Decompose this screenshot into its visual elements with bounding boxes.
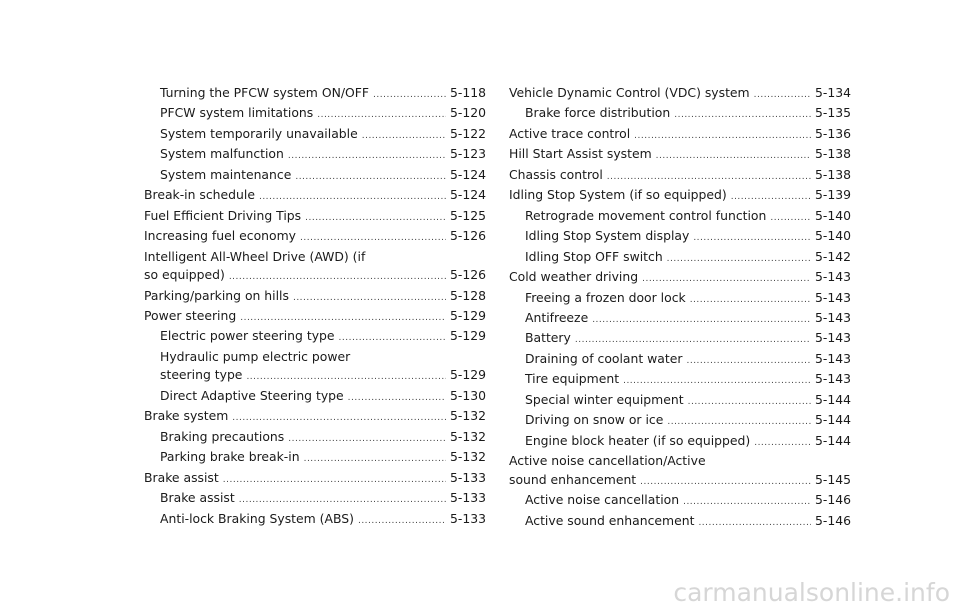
dot-leader <box>575 331 811 349</box>
toc-entry-title: Chassis control <box>509 166 603 182</box>
dot-leader <box>348 389 446 407</box>
toc-entry[interactable] <box>144 166 486 186</box>
toc-entry-page: 5-135 <box>814 105 851 121</box>
toc-entry-page: 5-144 <box>814 412 851 428</box>
toc-entry-title: steering type <box>160 367 243 383</box>
dot-leader <box>688 393 811 411</box>
toc-entry-page: 5-143 <box>814 371 851 387</box>
toc-entry-title: Idling Stop System display <box>525 228 690 244</box>
toc-entry-page: 5-140 <box>814 207 851 223</box>
toc-entry-page: 5-145 <box>814 471 851 487</box>
toc-entry-page: 5-136 <box>814 125 851 141</box>
toc-entry-title: Freeing a frozen door lock <box>525 289 686 305</box>
toc-entry[interactable] <box>144 510 486 530</box>
toc-entry-page: 5-133 <box>449 469 486 485</box>
toc-entry-page: 5-124 <box>449 187 486 203</box>
dot-leader <box>667 413 811 431</box>
toc-entry[interactable] <box>144 287 486 307</box>
dot-leader <box>362 127 446 145</box>
toc-entry-page: 5-146 <box>814 492 851 508</box>
toc-entry-page: 5-129 <box>449 307 486 323</box>
toc-entry[interactable] <box>144 407 486 427</box>
dot-leader <box>731 188 811 206</box>
toc-entry[interactable] <box>509 186 851 206</box>
toc-entry-page: 5-140 <box>814 228 851 244</box>
dot-leader <box>634 127 811 145</box>
toc-entry[interactable] <box>144 469 486 489</box>
toc-entry-page: 5-138 <box>814 166 851 182</box>
dot-leader <box>642 270 811 288</box>
toc-entry-title: Hill Start Assist system <box>509 146 652 162</box>
toc-entry-title: Break-in schedule <box>144 187 255 203</box>
toc-entry-page: 5-130 <box>449 387 486 403</box>
toc-entry[interactable] <box>144 387 486 407</box>
toc-entry[interactable] <box>509 309 851 329</box>
dot-leader <box>339 329 446 347</box>
dot-leader <box>690 291 811 309</box>
toc-entry[interactable] <box>144 428 486 448</box>
dot-leader <box>770 209 811 227</box>
toc-entry-title: Engine block heater (if so equipped) <box>525 432 751 448</box>
dot-leader <box>223 471 446 489</box>
toc-entry-page: 5-125 <box>449 207 486 223</box>
toc-entry[interactable] <box>509 391 851 411</box>
toc-entry[interactable] <box>144 489 486 509</box>
toc-entry[interactable] <box>144 125 486 145</box>
toc-entry-page: 5-146 <box>814 512 851 528</box>
toc-entry-title: Special winter equipment <box>525 391 684 407</box>
toc-column-right <box>509 84 851 532</box>
toc-entry[interactable] <box>144 145 486 165</box>
dot-leader <box>288 430 446 448</box>
toc-entry-title-line: Intelligent All-Wheel Drive (AWD) (if <box>144 248 366 264</box>
toc-entry[interactable] <box>509 145 851 165</box>
dot-leader <box>667 250 811 268</box>
toc-entry-page: 5-143 <box>814 289 851 305</box>
toc-entry-page: 5-124 <box>449 166 486 182</box>
toc-entry-title: Brake assist <box>144 469 219 485</box>
toc-entry-title: Braking precautions <box>160 428 285 444</box>
toc-entry-title: Fuel Efficient Driving Tips <box>144 207 302 223</box>
dot-leader <box>300 229 446 247</box>
toc-entry-title: sound enhancement <box>509 471 637 487</box>
toc-entry-title: Parking/parking on hills <box>144 287 289 303</box>
toc-entry[interactable] <box>509 248 851 268</box>
toc-entry-title: Retrograde movement control function <box>525 207 767 223</box>
toc-entry[interactable] <box>509 411 851 431</box>
toc-entry-page: 5-120 <box>449 105 486 121</box>
toc-entry-page: 5-134 <box>814 85 851 100</box>
dot-leader <box>240 309 446 327</box>
dot-leader <box>305 209 446 227</box>
toc-entry[interactable] <box>144 207 486 227</box>
toc-entry[interactable] <box>509 329 851 349</box>
toc-entry-title-line: Hydraulic pump electric power <box>160 348 351 364</box>
toc-entry[interactable] <box>144 307 486 327</box>
toc-entry[interactable] <box>144 84 486 104</box>
toc-entry-page: 5-133 <box>449 510 486 526</box>
dot-leader <box>686 352 811 370</box>
toc-entry-title: Cold weather driving <box>509 269 639 285</box>
toc-entry-title: Direct Adaptive Steering type <box>160 387 344 403</box>
toc-entry-page: 5-132 <box>449 428 486 444</box>
toc-entry[interactable] <box>509 289 851 309</box>
toc-entry-page: 5-143 <box>814 269 851 285</box>
toc-entry[interactable] <box>509 491 851 511</box>
toc-entry-page: 5-118 <box>449 85 486 100</box>
toc-entry[interactable] <box>509 166 851 186</box>
toc-entry[interactable] <box>509 452 851 491</box>
toc-entry-title: Brake assist <box>160 490 235 506</box>
dot-leader <box>229 268 446 286</box>
toc-entry-title: Electric power steering type <box>160 328 335 344</box>
toc-entry-title: so equipped) <box>144 267 225 283</box>
toc-entry[interactable] <box>509 125 851 145</box>
toc-entry-page: 5-126 <box>449 267 486 283</box>
dot-leader <box>246 368 446 386</box>
toc-entry-title: Idling Stop System (if so equipped) <box>509 187 727 203</box>
toc-entry[interactable] <box>144 248 486 287</box>
toc-entry-page: 5-142 <box>814 248 851 264</box>
toc-entry-page: 5-143 <box>814 330 851 346</box>
toc-entry[interactable] <box>509 84 851 104</box>
toc-entry[interactable] <box>509 432 851 452</box>
toc-entry-page: 5-128 <box>449 287 486 303</box>
toc-entry-title: Draining of coolant water <box>525 350 683 366</box>
toc-entry-title-line: Active noise cancellation/Active <box>509 453 706 469</box>
toc-entry-page: 5-129 <box>449 367 486 383</box>
dot-leader <box>239 491 446 509</box>
dot-leader <box>683 493 811 511</box>
toc-entry-title: Vehicle Dynamic Control (VDC) system <box>509 85 750 100</box>
toc-entry-page: 5-144 <box>814 391 851 407</box>
dot-leader <box>754 86 811 104</box>
dot-leader <box>358 512 446 530</box>
dot-leader <box>640 473 811 491</box>
toc-entry[interactable] <box>144 448 486 468</box>
toc-entry-title: Turning the PFCW system ON/OFF <box>160 85 370 100</box>
dot-leader <box>232 409 446 427</box>
toc-entry-page: 5-122 <box>449 125 486 141</box>
toc-entry-title: Active trace control <box>509 125 631 141</box>
toc-entry[interactable] <box>144 348 486 387</box>
toc-entry[interactable] <box>144 227 486 247</box>
toc-entry-title: Idling Stop OFF switch <box>525 248 663 264</box>
toc-entry[interactable] <box>509 512 851 532</box>
toc-entry-page: 5-133 <box>449 490 486 506</box>
toc-entry[interactable] <box>509 104 851 124</box>
toc-entry-title: Driving on snow or ice <box>525 412 664 428</box>
toc-entry-title: Brake system <box>144 408 229 424</box>
dot-leader <box>288 147 446 165</box>
dot-leader <box>693 229 811 247</box>
dot-leader <box>259 188 446 206</box>
toc-entry-title: Anti-lock Braking System (ABS) <box>160 510 354 526</box>
dot-leader <box>317 106 446 124</box>
toc-entry-title: Increasing fuel economy <box>144 228 296 244</box>
toc-entry-page: 5-123 <box>449 146 486 162</box>
dot-leader <box>592 311 811 329</box>
toc-entry-title: PFCW system limitations <box>160 105 314 121</box>
watermark: carmanualsonline.info <box>673 578 950 607</box>
toc-entry[interactable] <box>509 350 851 370</box>
toc-entry-page: 5-144 <box>814 432 851 448</box>
dot-leader <box>373 86 446 104</box>
toc-entry-page: 5-126 <box>449 228 486 244</box>
dot-leader <box>293 289 446 307</box>
dot-leader <box>656 147 811 165</box>
toc-entry[interactable] <box>509 370 851 390</box>
toc-entry-title: System malfunction <box>160 146 284 162</box>
toc-entry-page: 5-132 <box>449 449 486 465</box>
toc-column-left <box>144 84 486 530</box>
toc-entry-title: Antifreeze <box>525 309 589 325</box>
dot-leader <box>304 450 446 468</box>
dot-leader <box>698 514 811 532</box>
toc-entry-title: Power steering <box>144 307 237 323</box>
toc-entry-title: System temporarily unavailable <box>160 125 358 141</box>
toc-entry-title: Tire equipment <box>525 371 620 387</box>
dot-leader <box>607 168 811 186</box>
dot-leader <box>754 434 811 452</box>
toc-entry[interactable] <box>144 327 486 347</box>
dot-leader <box>674 106 811 124</box>
toc-entry-title: Active sound enhancement <box>525 512 695 528</box>
toc-entry[interactable] <box>509 268 851 288</box>
toc-entry-title: Active noise cancellation <box>525 492 680 508</box>
toc-entry[interactable] <box>144 186 486 206</box>
toc-entry-page: 5-143 <box>814 350 851 366</box>
toc-entry-title: Battery <box>525 330 571 346</box>
dot-leader <box>295 168 446 186</box>
toc-entry[interactable] <box>509 227 851 247</box>
dot-leader <box>623 372 811 390</box>
toc-entry-title: Parking brake break-in <box>160 449 300 465</box>
toc-entry-title: System maintenance <box>160 166 292 182</box>
toc-entry[interactable] <box>144 104 486 124</box>
toc-entry-page: 5-138 <box>814 146 851 162</box>
toc-entry-page: 5-139 <box>814 187 851 203</box>
toc-entry-page: 5-143 <box>814 309 851 325</box>
toc-entry-title: Brake force distribution <box>525 105 671 121</box>
toc-entry-page: 5-132 <box>449 408 486 424</box>
toc-entry[interactable] <box>509 207 851 227</box>
toc-entry-page: 5-129 <box>449 328 486 344</box>
